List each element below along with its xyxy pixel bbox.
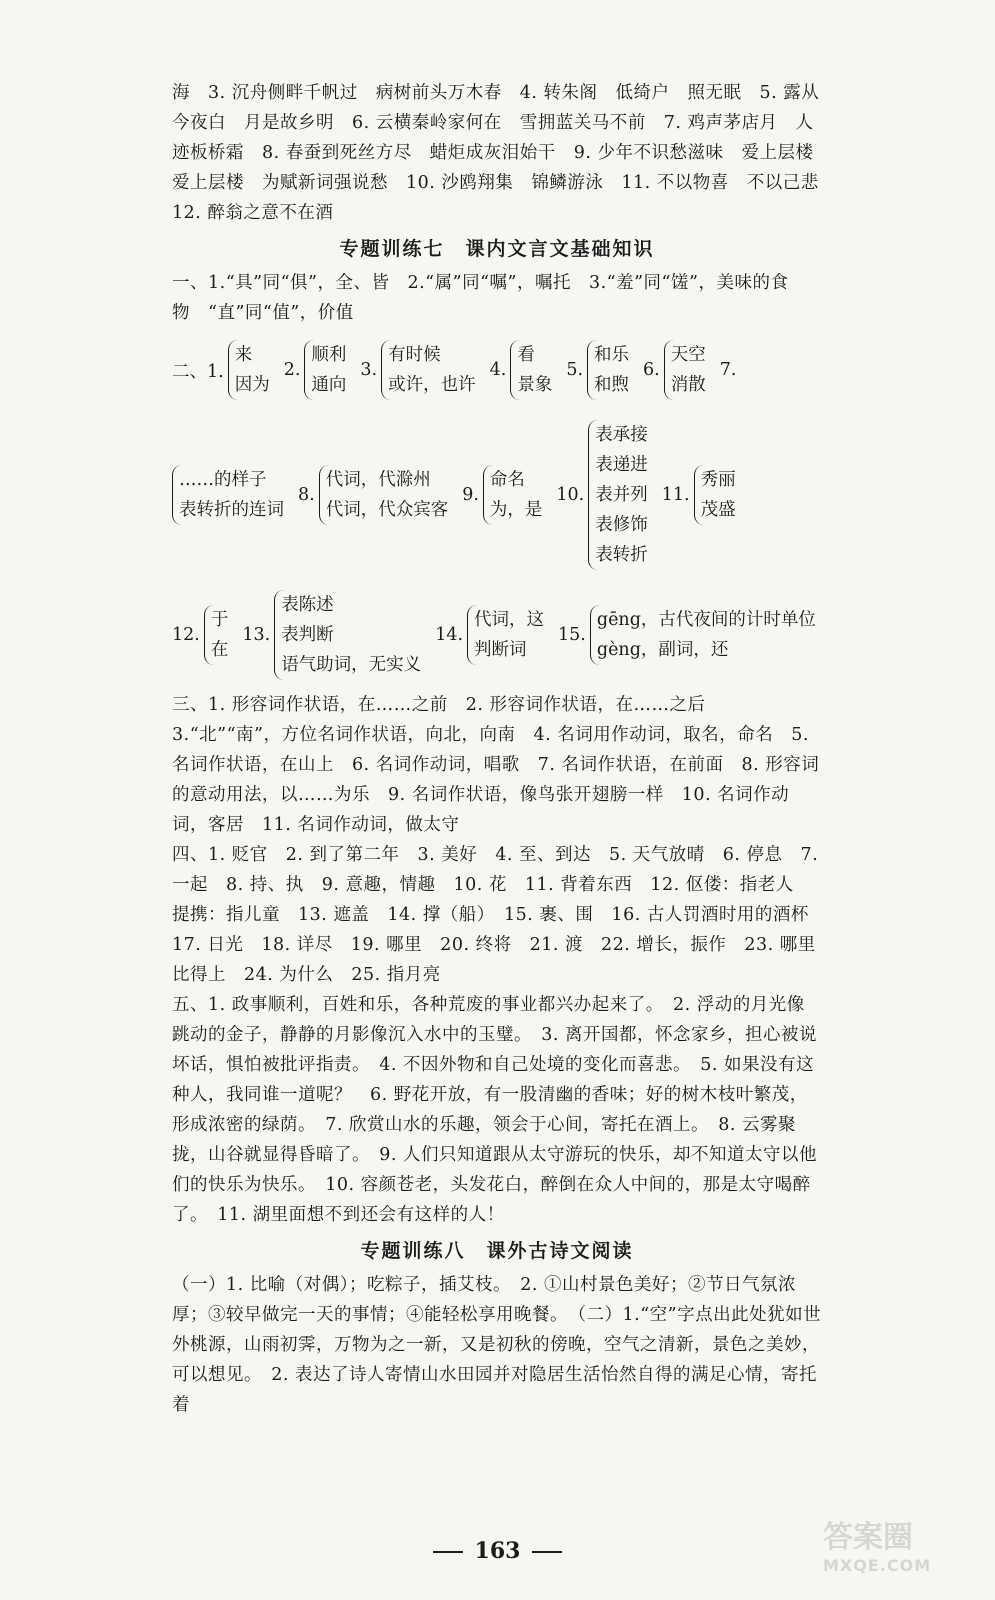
brace-line: 景象: [517, 375, 553, 395]
brace-group: [204, 605, 229, 665]
section7-heading: 专题训练七 课内文言文基础知识: [339, 238, 655, 260]
item-number: 8.: [298, 485, 315, 505]
top-answers: 海 3. 沉舟侧畔千帆过 病树前头万木春 4. 转朱阁 低绮户 照无眠 5. 露从今夜白 月是故乡明 6. 云横秦岭家何在 雪拥蓝关马不前 7. 鸡声茅店月 人迹板桥霜 8. 春蚕到死丝方尽 蜡炬成灰泪始干 9. 少年不识愁滋味 爱上层楼 爱上层楼 为赋新词强说愁 10. 沙鸥翔集 锦鳞游泳 11. 不以物喜 不以己悲 12. 醉翁之意不在酒: [172, 83, 837, 223]
brace-line: 通向: [311, 375, 347, 395]
brace-line: 和乐: [594, 345, 630, 365]
brace-group: [588, 420, 648, 570]
item-number: 3.: [360, 360, 378, 380]
item-number: 9.: [462, 485, 479, 505]
watermark-line2: MXQE.COM: [823, 1556, 932, 1575]
section7-part1: 一、1.“具”同“俱”，全、皆 2.“属”同“嘱”，嘱托 3.“羞”同“馐”，美味的食物 “直”同“值”，价值: [172, 273, 789, 323]
answer-page: [172, 78, 837, 1420]
section7-part5: 五、1. 政事顺利，百姓和乐，各种荒废的事业都兴办起来了。 2. 浮动的月光像跳动的金子，静静的月影像沉入水中的玉璧。 3. 离开国都，怀念家乡，担心被说坏话，惧怕被批评指责。 4. 不因外物和自己处境的变化而喜悲。 5. 如果没有这种人，我同谁一道呢？ 6. 野花开放，有一股清幽的香味；好的树木枝叶繁茂，形成浓密的绿荫。 7. 欣赏山水的乐趣，领会于心间，寄托在酒上。 8. 云雾聚拢，山谷就显得昏暗了。 9. 人们只知道跟从太守游玩的快乐，却不知道太守以他们的快乐为快乐。 10. 容颜苍老，头发花白，醉倒在众人中间的，那是太守喝醉了。 11. 湖里面想不到还会有这样的人！: [172, 995, 818, 1225]
brace-line: 表陈述: [281, 595, 334, 615]
footer-dash-left: [433, 1551, 463, 1553]
watermark-logo: [823, 1512, 973, 1582]
brace-group: [319, 465, 449, 525]
item-number: 5.: [566, 360, 584, 380]
brace-group: [587, 340, 629, 400]
item-number: 4.: [489, 360, 507, 380]
brace-line: gēng，古代夜间的计时单位: [596, 610, 816, 630]
brace-group: [467, 605, 544, 665]
brace-line: 表判断: [281, 625, 334, 645]
brace-line: 或许，也许: [388, 375, 476, 395]
item-number: 13.: [242, 625, 271, 645]
brace-line: 在: [210, 640, 229, 660]
brace-group: [274, 590, 421, 680]
brace-group: [694, 465, 736, 525]
item-number: 12.: [172, 625, 200, 645]
brace-group: [590, 605, 816, 665]
section7-part4: 四、1. 贬官 2. 到了第二年 3. 美好 4. 至、到达 5. 天气放晴 6. 停息 7. 一起 8. 持、执 9. 意趣，情趣 10. 花 11. 背着东西 12. 伛偻：指老人 提携：指儿童 13. 遮盖 14. 撑（船） 15. 裹、围 16. 古人罚酒时用的酒杯 17. 日光 18. 详尽 19. 哪里 20. 终将 21. 渡 22. 增长，振作 23. 哪里比得上 24. 为什么 25. 指月亮: [172, 845, 827, 985]
page-number: 163: [474, 1538, 521, 1564]
item-number: 6.: [643, 360, 660, 380]
item-number: 15.: [558, 625, 586, 645]
footer-dash-right: [532, 1551, 562, 1553]
watermark-line1: 答案圈: [823, 1520, 913, 1555]
brace-line: 表承接: [595, 425, 648, 445]
brace-line: 秀丽: [700, 470, 736, 490]
brace-line: 命名: [489, 470, 525, 490]
brace-line: 为，是: [489, 500, 543, 520]
brace-group: [228, 340, 270, 400]
brace-group: [381, 340, 476, 400]
section8-heading: 专题训练八 课外古诗文阅读: [360, 1240, 634, 1262]
brace-line: 和煦: [594, 375, 630, 395]
brace-line: 判断词: [474, 640, 527, 660]
brace-line: 表转折的连词: [179, 500, 284, 520]
brace-group: [664, 340, 706, 400]
brace-line: 表转折: [595, 545, 648, 565]
section8-text: （一）1. 比喻（对偶）；吃粽子，插艾枝。 2. ①山村景色美好；②节日气氛浓厚；③较早做完一天的事情；④能轻松享用晚餐。 （二）1.“空”字点出此处犹如世外桃源，山雨初霁，万物为之一新，又是初秋的傍晚，空气之清新，景色之美妙，可以想见。 2. 表达了诗人寄情山水田园并对隐居生活怡然自得的满足心情，寄托着: [172, 1275, 822, 1415]
brace-line: 消散: [670, 375, 706, 395]
brace-line: 因为: [234, 375, 270, 395]
brace-line: 有时候: [388, 345, 441, 365]
item-number: 10.: [556, 485, 585, 505]
item-number: 二、1.: [172, 361, 224, 382]
item-number: 7.: [719, 360, 737, 380]
brace-line: gèng，副词，还: [596, 640, 729, 660]
brace-row-1: [172, 330, 822, 410]
brace-line: 茂盛: [700, 500, 736, 520]
brace-line: 表并列: [595, 485, 648, 505]
brace-line: 表递进: [595, 455, 648, 475]
brace-line: 于: [210, 610, 229, 630]
brace-group: [483, 465, 543, 525]
section7-part3: 三、1. 形容词作状语，在……之前 2. 形容词作状语，在……之后 3.“北”“南”，方位名词作状语，向北，向南 4. 名词用作动词，取名，命名 5. 名词作状语，在山上 6. 名词作动词，唱歌 7. 名词作状语，在前面 8. 形容词的意动用法，以……为乐 9. 名词作状语，像鸟张开翅膀一样 10. 名词作动词，客居 11. 名词作动词，做太守: [172, 695, 820, 835]
brace-line: 来: [234, 345, 253, 365]
brace-line: 语气助词，无实义: [281, 655, 422, 675]
item-number: 2.: [283, 360, 301, 380]
brace-line: 代词，这: [474, 610, 545, 630]
brace-line: 天空: [670, 345, 706, 365]
brace-line: 顺利: [311, 345, 347, 365]
brace-group: [304, 340, 346, 400]
brace-line: 表修饰: [595, 515, 648, 535]
brace-line: 代词，代众宾客: [325, 500, 449, 520]
brace-row-3: [172, 580, 822, 690]
item-number: 14.: [435, 625, 464, 645]
brace-group: [172, 465, 284, 525]
brace-line: 看: [517, 345, 535, 365]
brace-line: ……的样子: [179, 470, 267, 490]
brace-group: [510, 340, 552, 400]
brace-line: 代词，代滁州: [325, 470, 431, 490]
item-number: 11.: [661, 485, 690, 505]
brace-row-2: [172, 410, 822, 580]
